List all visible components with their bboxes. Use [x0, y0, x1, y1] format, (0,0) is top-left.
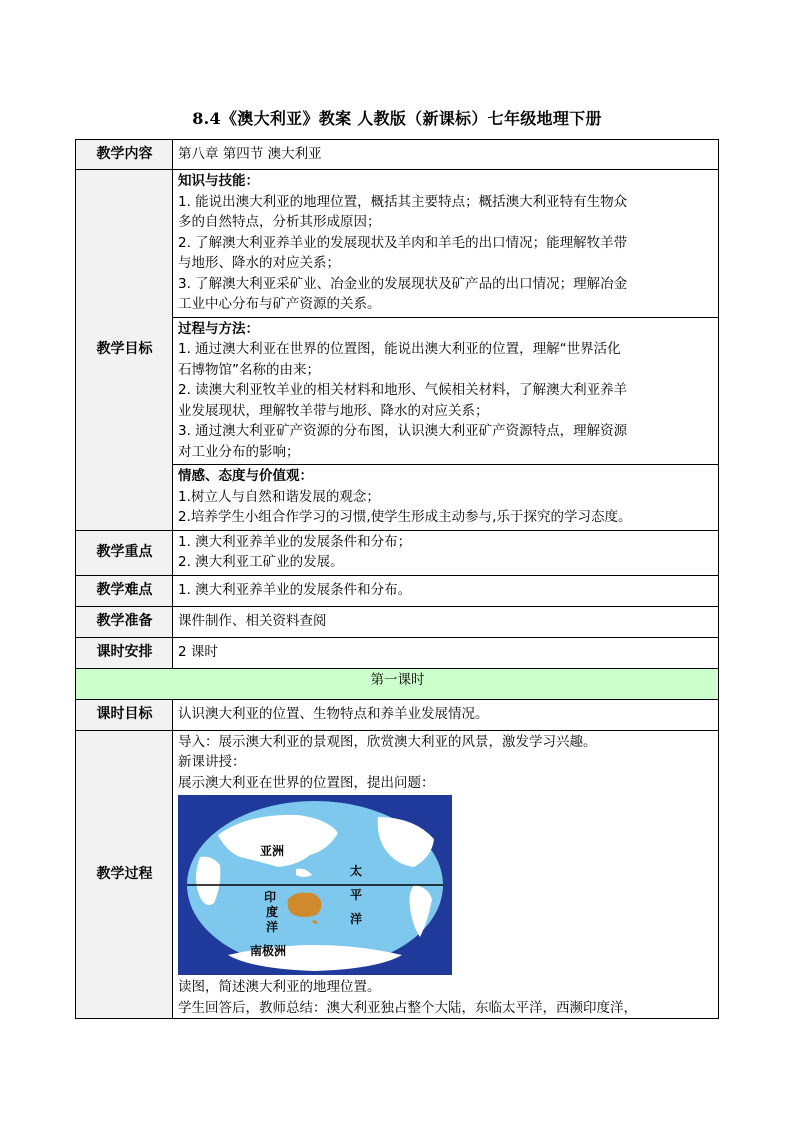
lesson-plan-table [75, 139, 719, 1019]
process-line: 学生回答后，教师总结：澳大利亚独占整个大陆，东临太平洋，西濒印度洋， [178, 999, 637, 1016]
process-cell [173, 730, 719, 1019]
goals-emotion-heading: 情感、态度与价值观： [178, 468, 313, 484]
map-label-indian: 度 [266, 905, 279, 919]
value-preparation: 课件制作、相关资料查阅 [173, 606, 719, 637]
label-preparation: 教学准备 [76, 606, 173, 637]
row-preparation [76, 606, 719, 637]
goals-knowledge-line: 多的自然特点，分析其形成原因； [178, 214, 381, 230]
label-content: 教学内容 [76, 140, 173, 170]
row-difficulties [76, 575, 719, 606]
goals-process-cell [173, 317, 719, 465]
world-location-map [178, 795, 452, 975]
map-label-pacific: 平 [350, 888, 363, 902]
process-line: 新课讲授： [178, 754, 246, 770]
goals-knowledge-line: 与地形、降水的对应关系； [178, 255, 340, 271]
row-section [76, 668, 719, 699]
value-period-goal: 认识澳大利亚的位置、生物特点和养羊业发展情况。 [173, 699, 719, 730]
goals-knowledge-line: 2. 了解澳大利亚养羊业的发展现状及羊肉和羊毛的出口情况；能理解牧羊带 [178, 234, 628, 251]
key-point-line: 2. 澳大利亚工矿业的发展。 [178, 554, 344, 570]
row-content [76, 140, 719, 170]
goals-process-line: 2. 读澳大利亚牧羊业的相关材料和地形、气候相关材料，了解澳大利亚养羊 [178, 382, 628, 398]
goals-process-heading: 过程与方法： [178, 320, 259, 337]
goals-knowledge-line: 1. 能说出澳大利亚的地理位置，概括其主要特点；概括澳大利亚特有生物众 [178, 193, 628, 210]
goals-knowledge-cell [173, 170, 719, 318]
goals-process-line: 石博物馆”名称的由来； [178, 361, 320, 378]
label-difficulties: 教学难点 [76, 575, 173, 606]
row-goals-emotion [76, 465, 719, 531]
world-map-graphic [178, 795, 452, 975]
value-schedule: 2 课时 [173, 637, 719, 668]
value-difficulties: 1. 澳大利亚养羊业的发展条件和分布。 [173, 575, 719, 606]
australia-landmass [288, 893, 322, 917]
goals-knowledge-heading: 知识与技能： [178, 173, 259, 189]
value-content: 第八章 第四节 澳大利亚 [173, 140, 719, 170]
document-title: 8.4《澳大利亚》教案 人教版（新课标）七年级地理下册 [192, 109, 602, 128]
goals-process-line: 对工业分布的影响； [178, 443, 300, 460]
map-label-asia: 亚洲 [260, 844, 285, 858]
row-goals-process [76, 317, 719, 465]
goals-process-line: 3. 通过澳大利亚矿产资源的分布图，认识澳大利亚矿产资源特点，理解资源 [178, 423, 628, 439]
map-label-indian: 印 [264, 890, 277, 904]
goals-knowledge-line: 3. 了解澳大利亚采矿业、冶金业的发展现状及矿产品的出口情况；理解冶金 [178, 275, 628, 292]
map-label-pacific: 太 [350, 864, 363, 878]
map-label-indian: 洋 [266, 920, 279, 934]
map-label-antarctica: 南极洲 [250, 944, 287, 958]
key-point-line: 1. 澳大利亚养羊业的发展条件和分布； [178, 533, 412, 550]
label-schedule: 课时安排 [76, 637, 173, 668]
label-period-goal: 课时目标 [76, 699, 173, 730]
goals-emotion-line: 2.培养学生小组合作学习的习惯,使学生形成主动参与,乐于探究的学习态度。 [178, 509, 632, 525]
goals-emotion-line: 1.树立人与自然和谐发展的观念； [178, 488, 380, 505]
section-first-period: 第一课时 [76, 668, 719, 699]
label-goals: 教学目标 [76, 170, 173, 531]
goals-emotion-cell [173, 465, 719, 531]
value-key-points [173, 530, 719, 575]
row-period-goal [76, 699, 719, 730]
row-key-points [76, 530, 719, 575]
row-schedule [76, 637, 719, 668]
process-line: 导入：展示澳大利亚的景观图，欣赏澳大利亚的风景，激发学习兴趣。 [178, 733, 597, 750]
process-line: 读图，简述澳大利亚的地理位置。 [178, 979, 381, 995]
row-process [76, 730, 719, 1019]
goals-process-line: 1. 通过澳大利亚在世界的位置图，能说出澳大利亚的位置，理解“世界活化 [178, 341, 621, 357]
map-label-pacific: 洋 [350, 912, 363, 926]
goals-process-line: 业发展现状，理解牧羊带与地形、降水的对应关系； [178, 402, 489, 419]
label-key-points: 教学重点 [76, 530, 173, 575]
label-process: 教学过程 [76, 730, 173, 1019]
process-line: 展示澳大利亚在世界的位置图，提出问题： [178, 774, 435, 791]
goals-knowledge-line: 工业中心分布与矿产资源的关系。 [178, 296, 381, 312]
row-goals-knowledge [76, 170, 719, 318]
